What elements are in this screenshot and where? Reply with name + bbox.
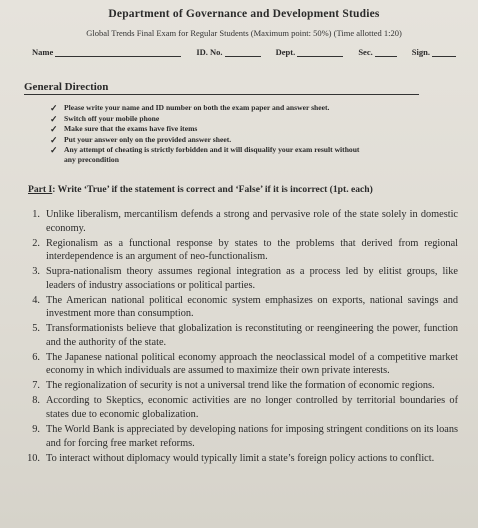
exam-info: Global Trends Final Exam for Regular Students (Maximum point: 50%) (Time allotted 1:20): [86, 28, 402, 38]
check-icon: ✓: [50, 134, 58, 145]
sec-field: [358, 47, 396, 57]
general-direction-list: [50, 103, 464, 156]
question-text: According to Skeptics, economic activities are no longer controlled by territorial boundaries of states due to economic globalization.: [46, 395, 458, 421]
direction-text: Make sure that the exams have five items: [64, 124, 198, 134]
question-item: [24, 394, 464, 421]
question-number: 5.: [32, 323, 40, 335]
question-number: 9.: [32, 424, 40, 435]
name-field: [32, 47, 181, 57]
question-text: The regionalization of security is not a universal trend like the formation of economic regions.: [46, 380, 435, 392]
check-icon: ✓: [50, 145, 58, 156]
direction-item: [50, 135, 464, 146]
sign-blank: [432, 48, 456, 57]
part-one-label: Part I: [28, 183, 53, 195]
check-icon: ✓: [50, 113, 58, 124]
dept-field: [276, 47, 344, 57]
question-number: 3.: [32, 266, 40, 278]
question-item: [24, 452, 464, 466]
student-info-row: [24, 47, 464, 57]
direction-item: [50, 114, 464, 125]
id-field: [196, 47, 260, 57]
name-blank: [55, 48, 181, 57]
question-number: 10.: [27, 452, 40, 464]
question-text: The Japanese national political economy approach the neoclassical model of a competitive market economy in which individuals are assumed to maximize their own private interests.: [46, 351, 458, 377]
question-item: [24, 322, 464, 349]
question-text: Regionalism as a functional response by states to the problems that derived from regional interdependence is an argument of neo-functionalism.: [46, 237, 458, 263]
question-item: [24, 237, 464, 264]
question-text: To interact without diplomacy would typically limit a state’s foreign policy actions to conflict.: [46, 452, 435, 464]
id-label: ID. No.: [196, 47, 223, 57]
sign-field: [412, 47, 456, 57]
department-title: Department of Governance and Development Studies: [108, 8, 380, 20]
direction-item: [50, 103, 464, 114]
question-item: [24, 379, 464, 393]
question-text: The American national political economic system emphasizes on exports, national savings and investment more than consumption.: [46, 294, 458, 320]
sign-label: Sign.: [411, 47, 430, 57]
direction-text: Any attempt of cheating is strictly forbidden and it will disqualify your exam result without: [64, 145, 360, 155]
check-icon: ✓: [50, 124, 58, 135]
sec-blank: [375, 48, 397, 57]
question-number: 4.: [32, 294, 40, 306]
id-blank: [225, 48, 261, 57]
direction-text: Please write your name and ID number on both the exam paper and answer sheet.: [64, 103, 330, 112]
question-item: [24, 294, 464, 321]
question-number: 6.: [32, 351, 40, 363]
part-one-heading: [28, 184, 464, 195]
question-text: Transformationists believe that globalization is reconstituting or reengineering the power, function and the authority of the state.: [46, 323, 458, 348]
question-list: [24, 208, 464, 465]
dept-label: Dept.: [275, 47, 296, 57]
question-number: 8.: [32, 395, 40, 407]
part-one-instruction: : Write ‘True’ if the statement is correct and ‘False’ if it is incorrect (1pt. each): [52, 183, 373, 195]
question-item: [24, 208, 464, 235]
name-label: Name: [32, 47, 54, 57]
direction-continuation: any precondition: [64, 154, 119, 164]
direction-text: Switch off your mobile phone: [64, 113, 160, 123]
dept-blank: [297, 48, 343, 57]
question-number: 1.: [32, 208, 40, 220]
sec-label: Sec.: [358, 47, 373, 57]
general-direction-heading: General Direction: [24, 81, 419, 95]
question-text: The World Bank is appreciated by developing nations for imposing stringent conditions on its loans and for forcing free market reforms.: [46, 424, 458, 449]
check-icon: ✓: [50, 103, 58, 113]
question-number: 7.: [32, 380, 40, 392]
direction-text: Put your answer only on the provided answer sheet.: [64, 134, 232, 144]
question-item: [24, 265, 464, 292]
direction-item: [50, 124, 464, 135]
question-text: Unlike liberalism, mercantilism defends a strong and pervasive role of the state solely in domestic economy.: [46, 208, 458, 234]
question-text: Supra-nationalism theory assumes regional integration as a process led by elitist groups, like leaders of industry associations or political parties.: [46, 266, 458, 291]
question-number: 2.: [32, 237, 40, 249]
question-item: [24, 423, 464, 450]
question-item: [24, 351, 464, 378]
